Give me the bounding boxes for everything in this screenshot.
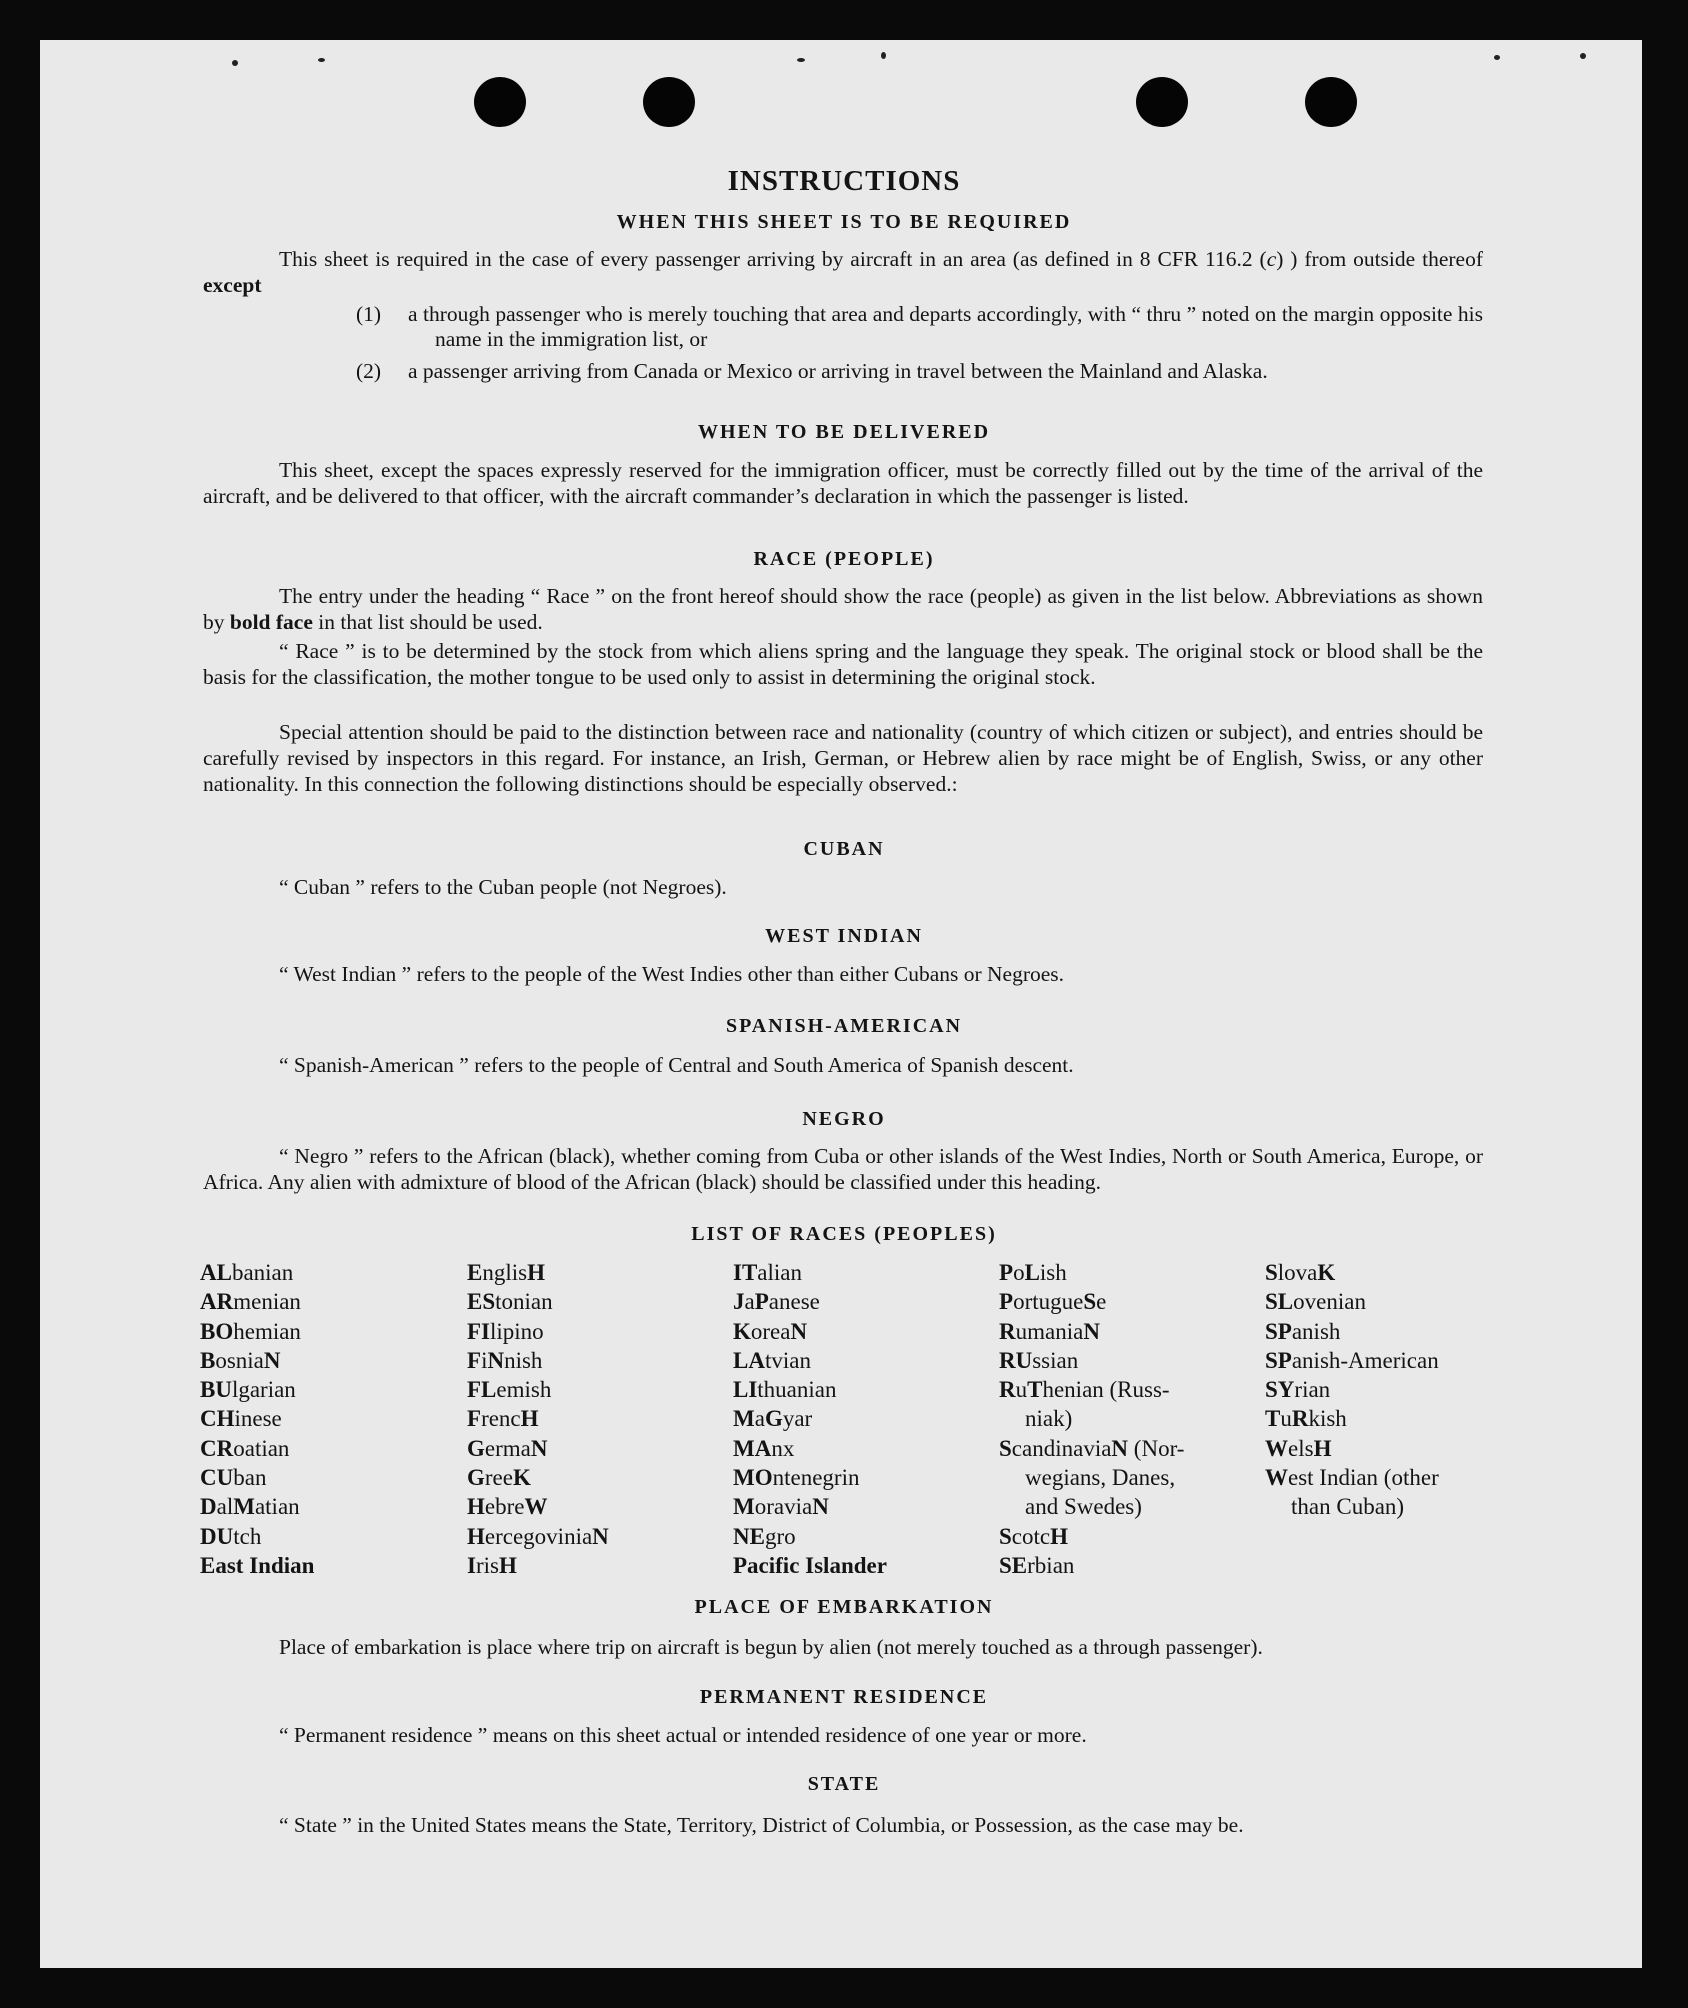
race-entry [467, 1317, 717, 1346]
race-entry [999, 1404, 1249, 1433]
race-entry [733, 1346, 983, 1375]
race-entry [999, 1258, 1249, 1287]
race-entry [200, 1317, 450, 1346]
section-heading-cuban: CUBAN [803, 838, 885, 860]
race-abbrev: H [467, 1494, 485, 1520]
race-text: o [1013, 1260, 1025, 1285]
race-entry [1265, 1404, 1515, 1433]
race-entry [733, 1434, 983, 1463]
section-heading-negro: NEGRO [802, 1108, 886, 1130]
race-abbrev: W [524, 1494, 548, 1520]
speck [1580, 53, 1586, 59]
race-p1-pre: The entry under the heading “ Race ” on the front hereof should show the race (people) as given in the list below. Abbreviations as shown by [203, 584, 1483, 634]
page-title: INSTRUCTIONS [727, 165, 961, 197]
race-entry [467, 1258, 717, 1287]
race-entry [200, 1258, 450, 1287]
race-abbrev: H [527, 1260, 545, 1285]
race-abbrev: N [1083, 1318, 1100, 1344]
race-entry [200, 1434, 450, 1463]
west-indian-text: “ West Indian ” refers to the people of the West Indies other than either Cubans or Negroes. [279, 962, 1065, 986]
race-abbrev: East Indian [200, 1552, 315, 1578]
negro-text: “ Negro ” refers to the African (black), whether coming from Cuba or other islands of the West Indies, North or South America, Europe, or Africa. Any alien with admixture of blood of the African (black) should be classified under this heading. [203, 1144, 1483, 1194]
race-text: atian [254, 1494, 300, 1520]
race-text: e [1096, 1289, 1107, 1315]
speck [881, 52, 886, 59]
embarkation-text: Place of embarkation is place where trip on aircraft is begun by alien (not merely touched as a through passenger). [279, 1635, 1263, 1659]
section-heading-required: WHEN THIS SHEET IS TO BE REQUIRED [616, 211, 1072, 233]
race-abbrev: Pacific Islander [733, 1552, 887, 1578]
race-entry [733, 1551, 983, 1580]
race-abbrev: T [1265, 1406, 1281, 1432]
race-abbrev: H [467, 1523, 485, 1549]
race-abbrev: M [733, 1406, 755, 1432]
race-entry [999, 1463, 1249, 1492]
race-text: nx [771, 1435, 795, 1461]
race-entry [200, 1522, 450, 1551]
race-text: gro [764, 1523, 796, 1549]
race-entry [1265, 1434, 1515, 1463]
race-abbrev: B [200, 1347, 216, 1373]
race-text: yar [782, 1406, 813, 1432]
race-entry [200, 1346, 450, 1375]
race-paragraph-2: “ Race ” is to be determined by the stock from which aliens spring and the language they speak. The original stock or blood shall be the basis for the classification, the mother tongue to be used only to assist in determining the original stock. [203, 639, 1483, 689]
required-intro-post: ) ) from outside thereof [1276, 247, 1483, 271]
race-text: nglis [482, 1260, 528, 1285]
race-entry [467, 1551, 717, 1580]
race-abbrev: FL [467, 1377, 497, 1403]
race-abbrev: ES [467, 1289, 496, 1315]
race-abbrev: BU [200, 1377, 232, 1403]
race-abbrev: T [1027, 1377, 1043, 1403]
race-text: emish [496, 1377, 552, 1403]
race-entry [999, 1346, 1249, 1375]
race-entry [733, 1375, 983, 1404]
races-column [200, 1258, 450, 1580]
race-entry [467, 1375, 717, 1404]
race-abbrev: F [467, 1347, 482, 1373]
race-text: oravia [754, 1494, 813, 1520]
race-abbrev: RU [999, 1347, 1033, 1373]
spanish-american-text: “ Spanish-American ” refers to the people of Central and South America of Spanish descent. [279, 1053, 1074, 1077]
race-entry [999, 1492, 1249, 1521]
races-column [999, 1258, 1249, 1580]
race-entry [200, 1375, 450, 1404]
punch-hole [1305, 77, 1357, 127]
race-abbrev: H [1313, 1435, 1332, 1461]
cuban-text: “ Cuban ” refers to the Cuban people (not Negroes). [279, 875, 727, 899]
race-abbrev: S [999, 1435, 1012, 1461]
race-entry [200, 1551, 450, 1580]
race-abbrev: M [233, 1494, 255, 1520]
punch-hole [1136, 77, 1188, 127]
race-text: than Cuban) [1291, 1494, 1405, 1520]
race-entry [467, 1404, 717, 1433]
punch-hole [643, 77, 695, 127]
races-column [467, 1258, 717, 1580]
race-p1-bold: bold face [229, 610, 313, 634]
race-text: a [744, 1289, 755, 1315]
required-intro [203, 246, 1483, 298]
race-abbrev: IT [733, 1260, 758, 1285]
residence-text: “ Permanent residence ” means on this sheet actual or intended residence of one year or more. [279, 1723, 1087, 1747]
section-heading-races-list: LIST OF RACES (PEOPLES) [691, 1223, 997, 1245]
race-abbrev: G [764, 1406, 783, 1432]
race-abbrev: L [1024, 1260, 1040, 1285]
section-heading-state: STATE [807, 1773, 881, 1795]
section-heading-west-indian: WEST INDIAN [765, 925, 923, 947]
exception-item-1-num: (1) [356, 302, 382, 326]
race-entry [999, 1317, 1249, 1346]
section-heading-embarkation: PLACE OF EMBARKATION [694, 1596, 994, 1618]
race-abbrev: H [1050, 1523, 1068, 1549]
race-text: u [1280, 1406, 1292, 1432]
race-abbrev: S [1265, 1260, 1278, 1285]
race-text: hemian [233, 1318, 301, 1344]
race-entry [733, 1463, 983, 1492]
race-entry [1265, 1492, 1515, 1521]
race-text: henian (Russ- [1042, 1377, 1170, 1403]
race-entry [200, 1404, 450, 1433]
races-column [1265, 1258, 1515, 1522]
race-entry [733, 1317, 983, 1346]
race-entry [1265, 1375, 1515, 1404]
race-abbrev: SE [999, 1552, 1028, 1578]
race-text: ban [233, 1465, 267, 1491]
race-entry [1265, 1346, 1515, 1375]
exception-item-2 [356, 359, 1483, 384]
speck [318, 58, 325, 62]
race-text: banian [231, 1260, 294, 1285]
race-abbrev: CH [200, 1406, 235, 1432]
race-text: (Nor- [1128, 1435, 1185, 1461]
race-abbrev: N [812, 1494, 829, 1520]
race-abbrev: N [1111, 1435, 1129, 1461]
race-text: est Indian (other [1288, 1465, 1439, 1491]
race-entry [733, 1258, 983, 1287]
race-text: anese [768, 1289, 820, 1315]
race-abbrev: P [999, 1289, 1014, 1315]
required-intro-c: c [1266, 247, 1277, 271]
race-abbrev: BO [200, 1318, 234, 1344]
race-entry [467, 1463, 717, 1492]
race-abbrev: W [1265, 1435, 1288, 1461]
race-text: tch [233, 1523, 262, 1549]
race-text: candinavia [1011, 1435, 1112, 1461]
race-abbrev: N [592, 1523, 609, 1549]
section-heading-residence: PERMANENT RESIDENCE [699, 1686, 989, 1708]
race-abbrev: SY [1265, 1377, 1295, 1403]
race-text: thuanian [757, 1377, 837, 1403]
race-entry [467, 1346, 717, 1375]
race-text: tvian [764, 1347, 811, 1373]
races-column [733, 1258, 983, 1580]
race-entry [467, 1492, 717, 1521]
race-text: orea [750, 1318, 791, 1344]
race-abbrev: W [1265, 1465, 1288, 1491]
race-abbrev: G [467, 1435, 485, 1461]
race-abbrev: R [999, 1318, 1016, 1344]
required-intro-text: This sheet is required in the case of every passenger arriving by aircraft in an area (as defined in 8 CFR 116.2 ( [279, 247, 1267, 271]
race-abbrev: R [999, 1377, 1016, 1403]
race-text: lipino [490, 1318, 544, 1344]
race-abbrev: P [754, 1289, 769, 1315]
exception-item-2-num: (2) [356, 359, 382, 383]
exception-item-1 [356, 302, 1483, 352]
race-text: i [481, 1347, 488, 1373]
race-text: tonian [495, 1289, 553, 1315]
race-text: niak) [1025, 1406, 1073, 1432]
race-text: umania [1015, 1318, 1084, 1344]
race-text: rbian [1027, 1552, 1075, 1578]
race-abbrev: F [467, 1406, 482, 1432]
race-abbrev: I [467, 1552, 476, 1578]
race-entry [467, 1522, 717, 1551]
race-entry [467, 1287, 717, 1316]
race-entry [999, 1287, 1249, 1316]
race-abbrev: N [263, 1347, 281, 1373]
race-abbrev: SP [1265, 1318, 1292, 1344]
race-abbrev: M [733, 1494, 755, 1520]
race-entry [200, 1287, 450, 1316]
race-text: ercegovinia [484, 1523, 593, 1549]
race-text: and Swedes) [1025, 1494, 1142, 1520]
race-abbrev: CU [200, 1465, 234, 1491]
exception-item-2-text: a passenger arriving from Canada or Mexico or arriving in travel between the Mainland and Alaska. [408, 359, 1268, 383]
race-text: cotc [1011, 1523, 1051, 1549]
speck [1494, 55, 1500, 60]
race-text: ree [484, 1465, 513, 1491]
race-text: ris [475, 1552, 499, 1578]
race-entry [1265, 1463, 1515, 1492]
race-abbrev: MA [733, 1435, 772, 1461]
race-text: anish [1291, 1318, 1341, 1344]
race-entry [1265, 1317, 1515, 1346]
race-abbrev: LA [733, 1347, 765, 1373]
race-text: oatian [233, 1435, 290, 1461]
race-text: wegians, Danes, [1025, 1465, 1176, 1491]
race-abbrev: R [1291, 1406, 1309, 1432]
race-text: ish [1039, 1260, 1067, 1285]
race-text: renc [481, 1406, 521, 1432]
race-abbrev: G [467, 1465, 485, 1491]
race-entry [467, 1434, 717, 1463]
race-entry [733, 1492, 983, 1521]
race-text: ovenian [1293, 1289, 1366, 1315]
race-abbrev: AR [200, 1289, 234, 1315]
race-abbrev: N [790, 1318, 808, 1344]
race-abbrev: S [999, 1523, 1012, 1549]
race-text: u [1015, 1377, 1028, 1403]
exception-item-1-text: a through passenger who is merely touching that area and departs accordingly, with “ thru ” noted on the margin opposite his name in the immigration list, or [408, 302, 1483, 351]
race-abbrev: P [999, 1260, 1014, 1285]
race-abbrev: K [512, 1465, 531, 1491]
required-intro-except: except [203, 273, 262, 297]
race-abbrev: SL [1265, 1289, 1294, 1315]
race-abbrev: DU [200, 1523, 234, 1549]
race-abbrev: MO [733, 1465, 773, 1491]
race-text: nish [504, 1347, 543, 1373]
race-abbrev: J [733, 1289, 745, 1315]
state-text: “ State ” in the United States means the State, Territory, District of Columbia, or Possession, as the case may be. [279, 1813, 1244, 1837]
race-text: alian [757, 1260, 802, 1285]
race-text: lgarian [231, 1377, 296, 1403]
race-abbrev: N [530, 1435, 548, 1461]
race-entry [733, 1404, 983, 1433]
race-abbrev: NE [733, 1523, 765, 1549]
race-text: inese [234, 1406, 282, 1432]
race-text: a [754, 1406, 765, 1432]
race-entry [733, 1522, 983, 1551]
race-text: ortugue [1013, 1289, 1084, 1315]
section-heading-delivered: WHEN TO BE DELIVERED [697, 421, 991, 443]
race-entry [1265, 1258, 1515, 1287]
speck [232, 60, 238, 66]
race-entry [999, 1522, 1249, 1551]
race-text: lova [1277, 1260, 1318, 1285]
section-heading-spanish-american: SPANISH-AMERICAN [725, 1015, 963, 1037]
race-abbrev: S [1083, 1289, 1097, 1315]
race-entry [200, 1492, 450, 1521]
race-abbrev: LI [733, 1377, 758, 1403]
section-heading-race: RACE (PEOPLE) [753, 548, 935, 570]
race-entry [999, 1375, 1249, 1404]
race-p1-post: in that list should be used. [312, 610, 543, 634]
delivered-text: This sheet, except the spaces expressly reserved for the immigration officer, must be correctly filled out by the time of the arrival of the aircraft, and be delivered to that officer, with the aircraft commander’s declaration in which the passenger is listed. [203, 458, 1483, 508]
race-abbrev: SP [1265, 1347, 1292, 1373]
race-abbrev: CR [200, 1435, 234, 1461]
race-paragraph-1 [203, 583, 1483, 635]
race-entry [999, 1434, 1249, 1463]
race-abbrev: D [200, 1494, 217, 1520]
race-paragraph-3: Special attention should be paid to the distinction between race and nationality (country of which citizen or subject), and entries should be carefully revised by inspectors in this regard. For instance, an Irish, German, or Hebrew alien by race might be of English, Swiss, or any other nationality. In this connection the following distinctions should be especially observed.: [203, 720, 1483, 796]
race-text: osnia [215, 1347, 264, 1373]
race-text: ebre [484, 1494, 525, 1520]
race-abbrev: E [467, 1260, 483, 1285]
race-abbrev: K [1317, 1260, 1336, 1285]
race-entry [1265, 1287, 1515, 1316]
race-text: al [216, 1494, 234, 1520]
race-abbrev: FI [467, 1318, 490, 1344]
race-text: rian [1294, 1377, 1331, 1403]
race-text: menian [233, 1289, 301, 1315]
race-abbrev: N [487, 1347, 505, 1373]
race-text: ssian [1032, 1347, 1079, 1373]
punch-hole [474, 77, 526, 127]
race-text: erma [484, 1435, 531, 1461]
race-abbrev: AL [200, 1260, 232, 1285]
race-abbrev: H [498, 1552, 517, 1578]
race-abbrev: K [733, 1318, 751, 1344]
race-entry [999, 1551, 1249, 1580]
race-entry [733, 1287, 983, 1316]
race-text: els [1288, 1435, 1314, 1461]
race-text: anish-American [1291, 1347, 1439, 1373]
race-entry [200, 1463, 450, 1492]
race-text: kish [1308, 1406, 1347, 1432]
race-abbrev: H [520, 1406, 539, 1432]
speck [797, 58, 805, 62]
race-text: ntenegrin [772, 1465, 860, 1491]
